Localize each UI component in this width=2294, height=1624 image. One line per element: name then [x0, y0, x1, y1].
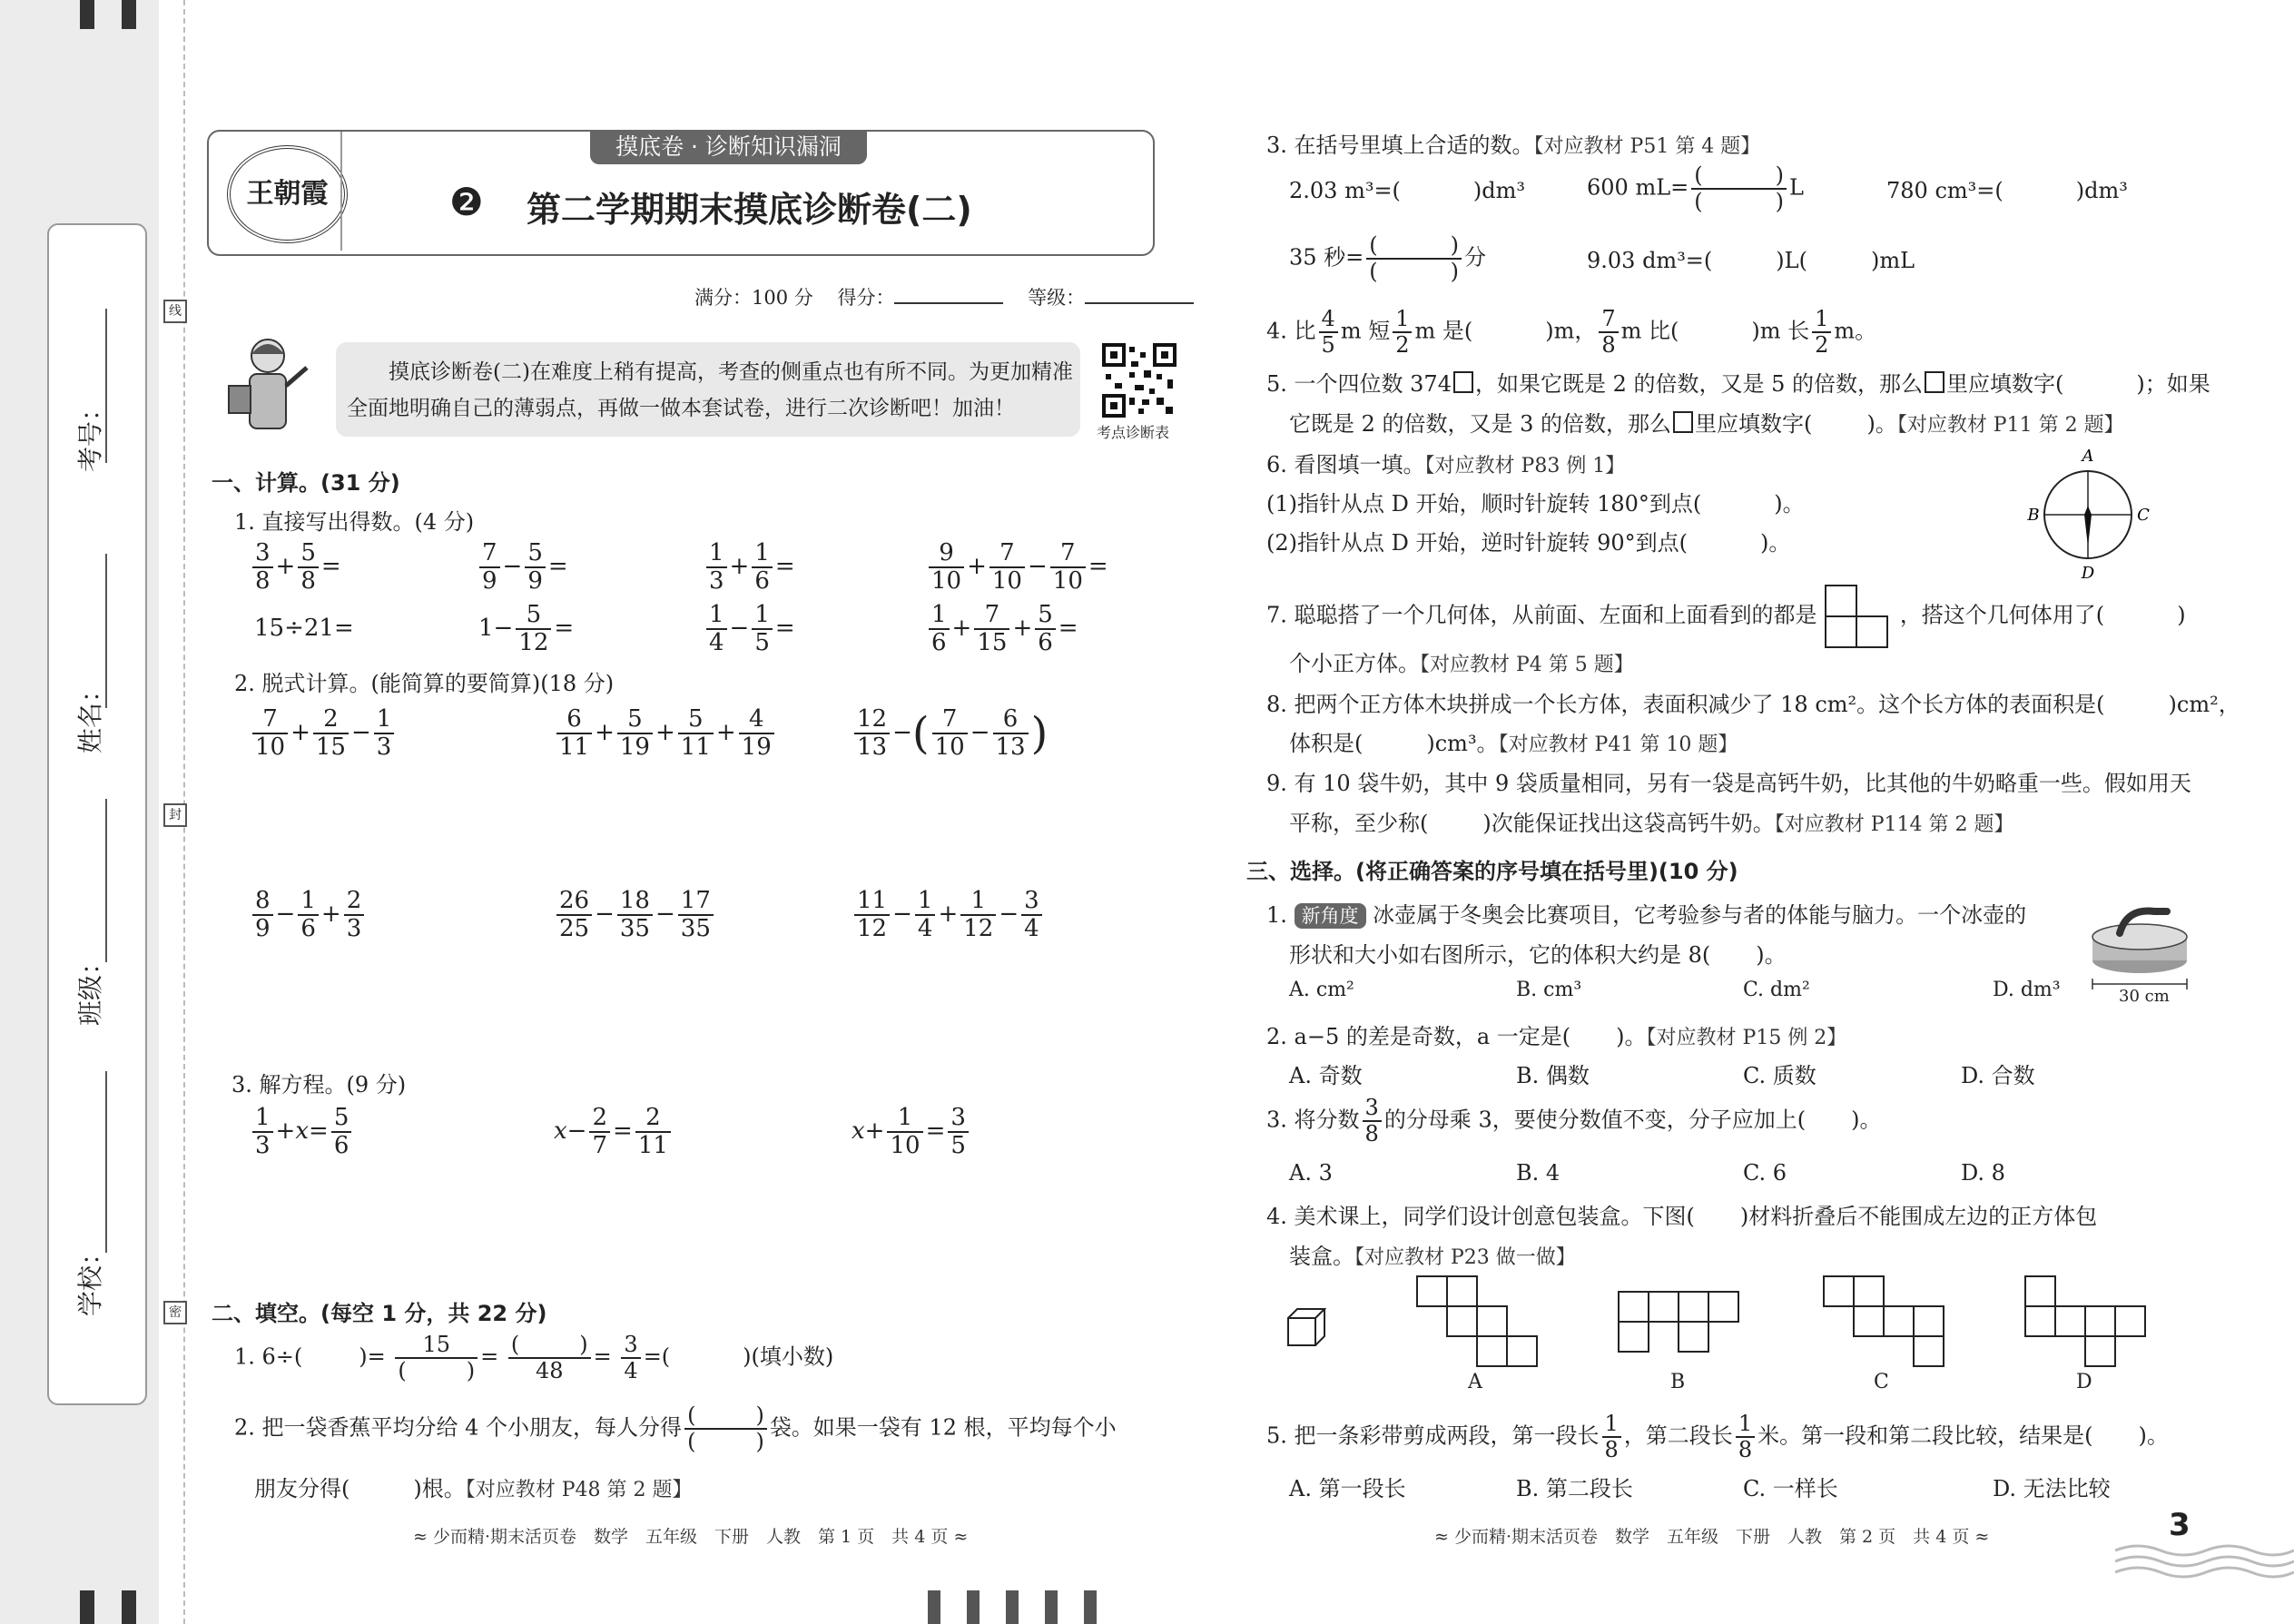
s1-q3-title: 3. 解方程。(9 分): [231, 1072, 407, 1097]
step-calc-4: $\frac{8}{9}$ − $\frac{1}{6}$ + $\frac{2}{3}$: [250, 888, 367, 942]
clock-label-a: A: [2082, 447, 2094, 466]
curling-stone-figure: [2083, 899, 2197, 999]
oral-calc-7: $\frac{1}{4}$ − $\frac{1}{5}$ =: [704, 602, 795, 656]
seal-tick-line: 线: [163, 300, 187, 323]
oral-calc-2: $\frac{7}{9}$ − $\frac{5}{9}$ =: [477, 540, 568, 595]
view-shape-icon: [1824, 584, 1893, 649]
score-line: [694, 283, 1194, 310]
choice-q3-opt-d[interactable]: D. 8: [1961, 1160, 2005, 1186]
exam-title: 第二学期期末摸底诊断卷(二): [527, 190, 972, 230]
oral-calc-8: $\frac{1}{6}$ + $\frac{7}{15}$ + $\frac{5}{6}$ =: [926, 602, 1078, 656]
full-score: 满分：100 分: [694, 287, 813, 309]
qr-code-icon: [1102, 343, 1177, 418]
choice-q4-line1: 4. 美术课上，同学们设计创意包装盒。下图( )材料折叠后不能围成左边的正方体包: [1266, 1204, 2098, 1229]
bottom-mark: [1045, 1590, 1058, 1624]
choice-q5-opt-c[interactable]: C. 一样长: [1743, 1476, 1838, 1501]
cube-net-b: [1618, 1291, 1740, 1353]
fill-q2-line1: 2. 把一袋香蕉平均分给 4 个小朋友，每人分得 ( ) ( ) 袋。如果一袋有 12 根，平均每个小: [234, 1403, 1117, 1454]
header-divider: [340, 132, 342, 251]
fill-q4: 4. 比 $\frac{4}{5}$ m 短 $\frac{1}{2}$ m 是( )m， $\frac{7}{8}$ m 比( )m 长 $\frac{1}{2}$ m。: [1266, 306, 1877, 358]
qr-label: 考点诊断表: [1097, 424, 1170, 441]
binding-mark: [80, 0, 94, 29]
choice-q5: 5. 把一条彩带剪成两段，第一段长 $\frac{1}{8}$ ，第二段长 $\frac{1}{8}$ 米。第一段和第二段比较，结果是( )。: [1266, 1411, 2169, 1462]
exam-number: ❷: [449, 180, 484, 224]
school-line[interactable]: [105, 1071, 107, 1253]
fill-q8-line1: 8. 把两个正方体木块拼成一个长方体，表面积减少了 18 cm²。这个长方体的表面积是( )cm²，: [1266, 692, 2240, 717]
equation-1: $\frac{1}{3}$ +x= $\frac{5}{6}$: [250, 1105, 354, 1159]
choice-q5-opt-a[interactable]: A. 第一段长: [1289, 1476, 1406, 1501]
oral-calc-3: $\frac{1}{3}$ + $\frac{1}{6}$ =: [704, 540, 795, 595]
clock-dial-figure: [2024, 447, 2151, 583]
net-label-d: D: [2076, 1371, 2092, 1393]
binding-mark: [122, 0, 136, 29]
fill-q3a: 2.03 m³=( )dm³: [1289, 178, 1526, 203]
step-calc-6: $\frac{11}{12}$ − $\frac{1}{4}$ + $\frac{1}{12}$ − $\frac{3}{4}$: [852, 888, 1045, 942]
fill-q1: 1. 6÷( )= 15 ( ) = ( ) 48 = $\frac{3}{4}$ =( )(填小数): [234, 1332, 834, 1383]
bottom-mark: [967, 1590, 980, 1624]
equation-3: x+ $\frac{1}{10}$ = $\frac{3}{5}$: [852, 1105, 971, 1159]
section2-title: 二、填空。(每空 1 分，共 22 分): [212, 1301, 547, 1326]
choice-q3: 3. 将分数 $\frac{3}{8}$ 的分母乘 3，要使分数值不变，分子应加上( )。: [1266, 1095, 1882, 1147]
fill-q8-line2: 体积是( )cm³。【对应教材 P41 第 10 题】: [1289, 731, 1738, 756]
step-calc-5: $\frac{26}{25}$ − $\frac{18}{35}$ − $\frac{17}{35}$: [554, 888, 716, 942]
step-calc-2: $\frac{6}{11}$ + $\frac{5}{19}$ + $\frac{5}{11}$ + $\frac{4}{19}$: [554, 706, 777, 761]
binding-mark: [122, 1590, 136, 1624]
oral-calc-4: $\frac{9}{10}$ + $\frac{7}{10}$ − $\frac{7}{10}$ =: [926, 540, 1108, 595]
footer-left: ≈ 少而精·期末活页卷 数学 五年级 下册 人教 第 1 页 共 4 页 ≈: [413, 1527, 969, 1547]
footer-right: ≈ 少而精·期末活页卷 数学 五年级 下册 人教 第 2 页 共 4 页 ≈: [1434, 1527, 1990, 1547]
equation-2: x− $\frac{2}{7}$ = $\frac{2}{11}$: [554, 1105, 674, 1159]
choice-q2-opt-c[interactable]: C. 质数: [1743, 1063, 1816, 1088]
fill-q5-line1: 5. 一个四位数 374 ，如果它既是 2 的倍数，又是 5 的倍数，那么 里应填数字( )；如果: [1266, 371, 2210, 397]
fill-q9-line1: 9. 有 10 袋牛奶，其中 9 袋质量相同，另有一袋是高钙牛奶，比其他的牛奶略重一些。假如用天: [1266, 771, 2191, 796]
oral-calc-1: $\frac{3}{8}$ + $\frac{5}{8}$ =: [250, 540, 341, 595]
fill-q6a: (1)指针从点 D 开始，顺时针旋转 180°到点( )。: [1266, 491, 1805, 517]
header-banner: 摸底卷 · 诊断知识漏洞: [590, 130, 867, 164]
choice-q2-opt-b[interactable]: B. 偶数: [1516, 1063, 1590, 1088]
section3-title: 三、选择。(将正确答案的序号填在括号里)(10 分): [1246, 859, 1738, 884]
s1-q1-title: 1. 直接写出得数。(4 分): [234, 509, 475, 535]
choice-q5-opt-d[interactable]: D. 无法比较: [1993, 1476, 2111, 1501]
grade-label: 等级：: [1028, 287, 1086, 309]
fill-q3e: 9.03 dm³=( )L( )mL: [1587, 248, 1915, 273]
choice-q2-opt-a[interactable]: A. 奇数: [1289, 1063, 1363, 1088]
s1-q2-title: 2. 脱式计算。(能简算的要简算)(18 分): [234, 671, 615, 696]
clock-label-c: C: [2137, 506, 2150, 525]
choice-q4-line2: 装盒。【对应教材 P23 做一做】: [1289, 1244, 1576, 1269]
fill-q7-line1: 7. 聪聪搭了一个几何体，从前面、左面和上面看到的都是 ，搭这个几何体用了( ): [1266, 584, 2186, 649]
cube-net-d: [2024, 1275, 2147, 1367]
net-label-a: A: [1468, 1371, 1482, 1393]
new-angle-tag: 新角度: [1295, 903, 1366, 929]
choice-q5-opt-b[interactable]: B. 第二段长: [1516, 1476, 1633, 1501]
logo-badge: 王朝霞: [227, 145, 348, 243]
bottom-mark: [1006, 1590, 1019, 1624]
choice-q1-line2: 形状和大小如右图所示，它的体积大约是 8( )。: [1289, 942, 1787, 968]
clock-label-d: D: [2081, 564, 2095, 583]
fill-q2-line2: 朋友分得( )根。【对应教材 P48 第 2 题】: [254, 1476, 693, 1501]
exam-number-label: 考号：: [75, 395, 105, 472]
fill-q3-title: 3. 在括号里填上合适的数。【对应教材 P51 第 4 题】: [1266, 133, 1761, 158]
choice-q2: 2. a−5 的差是奇数，a 一定是( )。【对应教材 P15 例 2】: [1266, 1024, 1847, 1049]
page-wave-decoration: [2115, 1534, 2294, 1580]
school-label: 学校：: [75, 1239, 105, 1316]
fill-q3c: 780 cm³=( )dm³: [1886, 178, 2128, 203]
choice-q1-opt-a[interactable]: A. cm²: [1289, 979, 1354, 1001]
cube-icon: [1285, 1305, 1328, 1349]
cube-net-c: [1823, 1275, 1945, 1367]
choice-q1-opt-d[interactable]: D. dm³: [1993, 979, 2061, 1001]
step-calc-3: $\frac{12}{13}$ −( $\frac{7}{10}$ − $\frac{6}{13}$ ): [852, 706, 1048, 761]
bottom-mark: [928, 1590, 940, 1624]
class-line[interactable]: [105, 799, 107, 962]
page-number: 3: [2163, 1507, 2196, 1543]
choice-q3-opt-c[interactable]: C. 6: [1743, 1160, 1787, 1186]
teacher-illustration: [209, 336, 327, 438]
section1-title: 一、计算。(31 分): [212, 470, 400, 496]
score-blank[interactable]: [894, 302, 1003, 304]
choice-q1-opt-c[interactable]: C. dm²: [1743, 979, 1810, 1001]
grade-blank[interactable]: [1085, 302, 1194, 304]
exam-number-line[interactable]: [105, 309, 107, 463]
bottom-mark: [1084, 1590, 1097, 1624]
name-label: 姓名：: [75, 676, 105, 753]
oral-calc-5: 15÷21=: [254, 615, 354, 642]
binding-mark: [80, 1590, 94, 1624]
fill-q6b: (2)指针从点 D 开始，逆时针旋转 90°到点( )。: [1266, 530, 1791, 556]
step-calc-1: $\frac{7}{10}$ + $\frac{2}{15}$ − $\frac{1}{3}$: [250, 706, 397, 761]
seal-tick-seal: 封: [163, 803, 187, 827]
clock-label-b: B: [2027, 506, 2040, 525]
intro-text: 摸底诊断卷(二)在难度上稍有提高，考查的侧重点也有所不同。为更加精准全面地明确自己的薄弱点，再做一做本套试卷，进行二次诊断吧！加油！: [347, 360, 1073, 420]
oral-calc-6: 1− $\frac{5}{12}$ =: [478, 601, 575, 657]
choice-q1-line1: 1. 新角度 冰壶属于冬奥会比赛项目，它考验参与者的体能与脑力。一个冰壶的: [1266, 902, 2027, 928]
fill-q3d: 35 秒= ( ) ( ) 分: [1289, 232, 1487, 284]
net-label-b: B: [1670, 1371, 1686, 1393]
class-label: 班级：: [75, 949, 105, 1026]
net-label-c: C: [1874, 1371, 1889, 1393]
curling-size-label: 30 cm: [2115, 987, 2173, 1006]
choice-q1-opt-b[interactable]: B. cm³: [1516, 979, 1582, 1001]
seal-tick-secret: 密: [163, 1301, 187, 1324]
name-line[interactable]: [105, 554, 107, 708]
choice-q3-opt-a[interactable]: A. 3: [1289, 1160, 1333, 1186]
fill-q6-title: 6. 看图填一填。【对应教材 P83 例 1】: [1266, 452, 1626, 477]
fill-q9-line2: 平称，至少称( )次能保证找出这袋高钙牛奶。【对应教材 P114 第 2 题】: [1289, 811, 2014, 836]
fill-q3b: 600 mL= ( ) ( ) L: [1587, 162, 1804, 214]
fill-q5-line2: 它既是 2 的倍数，又是 3 的倍数，那么 里应填数字( )。【对应教材 P11 第 2 题】: [1289, 411, 2124, 437]
cube-net-a: [1416, 1275, 1539, 1367]
fill-q7-line2: 个小正方体。【对应教材 P4 第 5 题】: [1289, 651, 1634, 676]
choice-q3-opt-b[interactable]: B. 4: [1516, 1160, 1561, 1186]
choice-q2-opt-d[interactable]: D. 合数: [1961, 1063, 2035, 1088]
score-label: 得分：: [837, 287, 895, 309]
